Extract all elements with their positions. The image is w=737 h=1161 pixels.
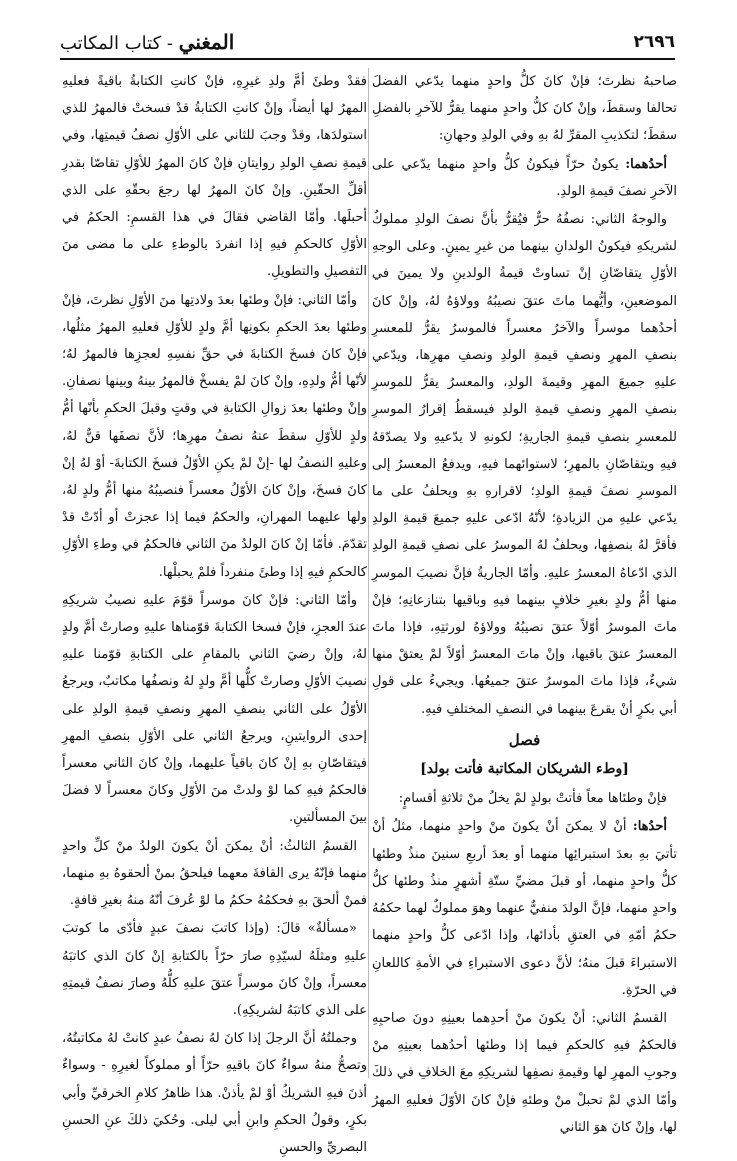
paragraph: القسمُ الثالثُ: أنْ يمكنَ أنْ يكونَ الولدُ منْ كلِّ واحدٍ منهما فإنّهُ يرى القافةَ معهما فيلحقُ بمنْ ألحقوهُ بهِ منهما، فمنْ ألحقَ بهِ فحكمُهُ حكمُ ما لوْ عُرفَ أنّهُ منهُ بغيرِ قافةٍ. <box>62 838 367 909</box>
section-heading: فصل <box>508 730 541 749</box>
paragraph: فقدْ وطئَ أمَّ ولدِ غيرِهِ، فإنْ كانتِ الكتابةُ باقيةً فعليهِ المهرُ لها أيضاً، وإنْ كانتِ الكتابةُ قدْ فسختْ فالمهرُ للذي استولدَها، وقدْ وجبَ للثاني على الأوّلِ نصفُ قيمتِها، وفي قيمةِ نصفِ الولدِ روايتانِ فإنْ كانَ المهرُ للأوّلِ تقاصّا بقدرِ أقلِّ الحقّينِ. وإنْ كانَ المهرُ لها رجعَ بحقّهِ على الذي أحبلَها. وأمّا القاضي فقالَ في هذا القسمِ: الحكمُ في الأوّلِ كالحكمِ فيهِ إذا انفردَ بالوطءِ على ما مضى منَ التفصيلِ والتطويلِ. <box>62 74 367 280</box>
page-header <box>60 30 675 56</box>
right-column <box>372 68 677 1135</box>
paragraph: وأمّا الثاني: فإنْ وطئها بعدَ ولادتِها منَ الأوّلِ نظرتَ، فإنْ وطئها بعدَ الحكمِ بكونِها أمَّ ولدٍ للأوّلِ فعليهِ المهرُ مثلُها، فإنْ كانَ فسخَ الكتابةَ في حقِّ نفسِهِ لعجزِها فالمهرُ لهُ؛ لأنّها أمُّ ولدِهِ، وإنْ كانَ لمْ يفسخْ فالمهرُ بينهُ وبينها نصفانِ. وإنْ وطئها بعدَ زوالِ الكتابةِ في وقتٍ وقبلَ الحكمِ بأنّها أمُّ ولدٍ للأوّلِ سقطَ عنهُ نصفُ مهرِها؛ لأنَّ نصفَها قنٌّ لهُ، وعليهِ النصفُ لها -إنْ لمْ يكنِ الأوّلُ فسخَ الكتابةَ- أوْ لهُ إنْ كانَ فسخَ، وإنْ كانَ الأوّلُ معسراً فنصيبُهُ منها أمُّ ولدٍ لهُ، ولها عليهما المهرانِ، والحكمُ فيما إذا عجزتْ أو أدّتْ قدْ تقدّمَ. فأمّا إنْ كانَ الولدُ منَ الثاني فالحكمُ في وطءِ الأوّلِ كالحكمِ فيهِ إذا وطئَ منفرداً فلمْ يحبلْها. <box>62 292 367 580</box>
paragraph: القسمُ الثاني: أنْ يكونَ منْ أحدِهما بعينِهِ دونَ صاحبِهِ فالحكمُ فيهِ كالحكمِ فيما إذا وطئها أحدُهما بعينِهِ منْ وجوبِ المهرِ لها وقيمةِ نصفِها لشريكِهِ معَ الخلافِ في ذلكَ وأمّا الذي لمْ تحبلْ منْ وطئهِ فإنْ كانَ الأوّلَ فعليهِ المهرُ لها، وإنْ كانَ هوَ الثاني <box>372 1010 677 1135</box>
paragraph: وأمّا الثاني: فإنْ كانَ موسراً قوّمَ عليهِ نصيبُ شريكِهِ عندَ العجزِ، فإنْ فسخا الكتابةَ قوّمناها عليهِ وصارتْ أمَّ ولدٍ لهُ، وإنْ رضيَ الثاني بالمقامِ على الكتابةِ قوّمنا عليهِ نصيبَ الأوّلِ وصارتْ كلُّها أمَّ ولدٍ لهُ ونصفُها مكاتبٌ، ويرجعُ الأوّلُ على الثاني بنصفِ المهرِ ونصفِ قيمةِ الولدِ على إحدى الروايتينِ، ويرجعُ الثاني على الأوّلِ بنصفِ المهرِ فيتقاصّانِ بهِ إنْ كانَ باقياً عليهما، وإنْ كانَ الثاني معسراً فالحكمُ فيهِ كما لوْ ولدتْ منَ الأوّلِ وكانَ معسراً لا فضلَ بينَ المسألتينِ. <box>62 592 367 826</box>
column-divider <box>368 68 369 1078</box>
paragraph: فإنْ وطئاها معاً فأتتْ بولدٍ لمْ يخلُ منْ ثلاثةِ أقسامٍ: <box>398 791 667 807</box>
chapter-title: كتاب المكاتب <box>60 33 162 54</box>
section-subtitle: [وطء الشريكان المكاتبة فأتت بولد] <box>420 761 629 778</box>
paragraph: وجملتُهُ أنَّ الرجلَ إذا كانَ لهُ نصفُ عبدٍ كانتْ لهُ مكاتبتُهُ، وتصحُّ منهُ سواءٌ كانَ باقيهِ حرّاً أو مملوكاً لغيرِهِ - وسواءٌ أذنَ فيهِ الشريكُ أوْ لمْ يأذنْ. هذا ظاهرُ كلامِ الخرقيِّ وأبي بكرٍ، وقولُ الحكمِ وابنِ أبي ليلى. وحُكيَ ذلكَ عنِ الحسنِ البصريِّ والحسنِ <box>62 1031 367 1155</box>
paragraph-text: يكونُ حرّاً فيكونُ كلُّ واحدٍ منهما يدّعي على الآخرِ نصفَ قيمةِ الولدِ. <box>372 156 677 199</box>
paragraph-text: أنْ لا يمكنَ أنْ يكونَ منْ واحدٍ منهما، مثلُ أنْ تأتيَ بهِ بعدَ استبرائِها منهما أو بعدَ أربعِ سنينَ منذُ وطئها كلُّ واحدٍ منهما، أو قبلَ مضيِّ ستّةِ أشهرٍ منذُ وطئها كلُّ واحدٍ منهما، فإنَّ الولدَ منفيٌّ عنهما وهوَ مملوكٌ لهما حكمُهُ حكمُ أمّهِ في العتقِ بأدائها، وإذا ادّعى كلُّ واحدٍ منهما الاستبراءَ قبلَ منهُ؛ لأنَّ دعوى الاستبراءِ في الأمةِ كاللعانِ في الحرّةِ. <box>372 819 677 998</box>
paragraph <box>372 151 677 205</box>
running-title: المغني - كتاب المكاتب <box>60 30 235 54</box>
paragraph: والوجهُ الثاني: نصفُهُ حرٌّ فيُقرُّ بأنَّ نصفَ الولدِ مملوكٌ لشريكهِ فيكونُ الولدانِ بينهما من غيرِ يمينٍ. وعلى الوجهِ الأوّلِ يتقاصّانِ إنْ تساوتْ قيمةُ الولدينِ ولا يمينَ في الموضعينِ، وأيُّهما ماتَ عتقَ نصيبُهُ وولاؤهُ لهُ، وإنْ كانَ أحدُهما موسراً والآخرُ معسراً فالموسرُ يقرُّ للمعسرِ بنصفِ المهرِ ونصفِ قيمةِ الولدِ ونصفِ مهرِها، ويدّعي عليهِ جميعَ المهرِ وقيمةَ الولدِ، والمعسرُ يقرُّ للموسرِ بنصفِ المهرِ ونصفِ قيمةِ الولدِ فيسقطُ إقرارُ الموسرِ للمعسرِ بنصفِ قيمةِ الجاريةِ؛ لكونهِ لا يدّعيهِ ولا يصدّقهُ فيهِ ويتقاصّانِ بالمهرِ؛ لاستوائهما فيهِ، ويدفعُ المعسرُ إلى الموسرِ نصفَ قيمةِ الولدِ؛ لاقرارهِ بهِ ويحلفُ على ما يدّعي عليهِ من الزيادةِ؛ لأنّهُ ادّعى عليهِ جميعَ قيمةِ الولدِ فأقرَّ لهُ بنصفِها، ويحلفُ لهُ الموسرُ على نصفِ قيمةِ الولدِ الذي ادّعاهُ المعسرُ عليهِ. وأمّا الجاريةُ فإنَّ نصيبَ الموسرِ منها أمُّ ولدٍ بغيرِ خلافٍ بينهما فيهِ وباقيها بتنازعانِهِ؛ فإنْ ماتَ الموسرُ أوّلاً عتقَ نصيبُهُ وولاؤهُ لورثتِهِ، فإذا ماتَ المعسرُ عتقَ باقيها، وإنْ ماتَ المعسرُ أوّلاً لمْ يعتقْ منها شيءٌ، فإذا ماتَ الموسرُ عتقَ جميعُها. ويجيءُ على قولِ أبي بكرٍ أنْ يقرعَ بينهما في النصفِ المختلفِ فيهِ. <box>372 212 677 717</box>
paragraph: صاحبهُ نظرتَ؛ فإنْ كانَ كلُّ واحدٍ منهما يدّعي الفضلَ تحالفا وسقطَ، وإنْ كانَ كلُّ واحدٍ منهما يقرُّ للآخرِ بالفضلِ سقطَ؛ لتكذيبِ المقرِّ لهُ بهِ وفي الولدِ وجهانِ: <box>372 74 677 144</box>
page-number: ٢٦٩٦ <box>633 32 675 52</box>
left-column <box>62 68 367 1155</box>
paragraph <box>372 813 677 1003</box>
header-rule <box>60 58 675 60</box>
paragraph: «مسألةٌ» قالَ: (وإذا كاتبَ نصفَ عبدٍ فأدّى ما كوتبَ عليهِ ومثلَهُ لسيّدِهِ صارَ حرّاً بالكتابةِ إنْ كانَ الذي كاتبَهُ معسراً، وإنْ كانَ موسراً عتقَ عليهِ كلُّهُ وصارَ نصفُ قيمتِهِ على الذي كاتبَهُ لشريكِهِ). <box>62 921 367 1018</box>
book-title: المغني <box>178 30 235 54</box>
paragraph-lead: أحدُها: <box>632 819 667 835</box>
paragraph-lead: أحدُهما: <box>625 156 667 172</box>
